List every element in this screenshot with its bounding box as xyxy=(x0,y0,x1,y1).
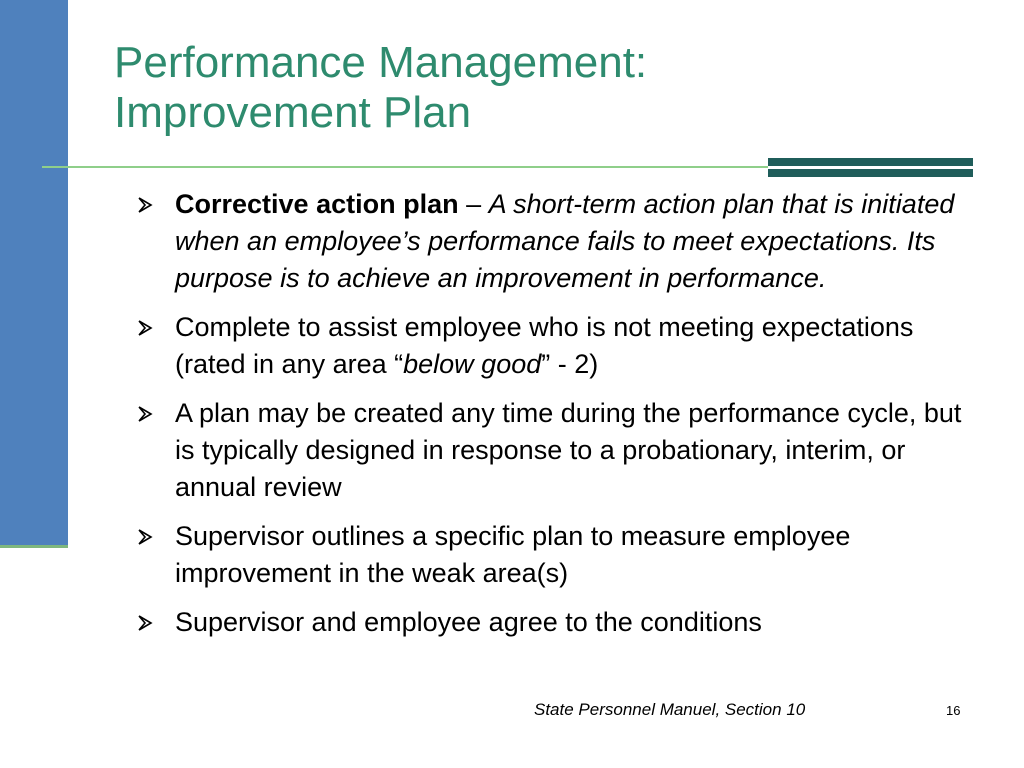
arrow-bullet-icon xyxy=(136,614,154,632)
bullet-list xyxy=(136,186,976,653)
slide-title xyxy=(114,38,894,138)
bullet-item xyxy=(136,395,976,506)
accent-bar xyxy=(768,158,973,177)
bullet-text: A plan may be created any time during the performance cycle, but is typically designed in response to a probationary, interim, or annual review xyxy=(175,398,962,502)
bullet-definition: A short-term action plan that is initiated when an employee’s performance fails to meet expectations. Its purpose is to achieve an improvement in performance. xyxy=(175,189,955,293)
title-line-2: Improvement Plan xyxy=(114,88,472,137)
title-divider xyxy=(42,166,772,168)
bullet-bold-term: Corrective action plan xyxy=(175,189,459,219)
arrow-bullet-icon xyxy=(136,319,154,337)
bullet-dash: – xyxy=(458,189,489,219)
bullet-text: Supervisor outlines a specific plan to measure employee improvement in the weak area(s) xyxy=(175,521,851,588)
bullet-text: Supervisor and employee agree to the conditions xyxy=(175,607,762,637)
arrow-bullet-icon xyxy=(136,528,154,546)
bullet-text-italic: below good xyxy=(403,349,542,379)
bullet-text-pre: Complete to assist employee who is not meeting expectations (rated in any area “ xyxy=(175,312,914,379)
sidebar-band xyxy=(0,0,68,545)
bullet-item xyxy=(136,186,976,297)
bullet-item xyxy=(136,604,976,641)
bullet-text-post: ” - 2) xyxy=(541,349,599,379)
title-line-1: Performance Management: xyxy=(114,38,648,87)
source-citation: State Personnel Manuel, Section 10 xyxy=(534,700,806,719)
sidebar-underline xyxy=(0,545,68,548)
bullet-item xyxy=(136,518,976,592)
page-number: 16 xyxy=(946,703,961,718)
arrow-bullet-icon xyxy=(136,196,154,214)
bullet-item xyxy=(136,309,976,383)
arrow-bullet-icon xyxy=(136,405,154,423)
